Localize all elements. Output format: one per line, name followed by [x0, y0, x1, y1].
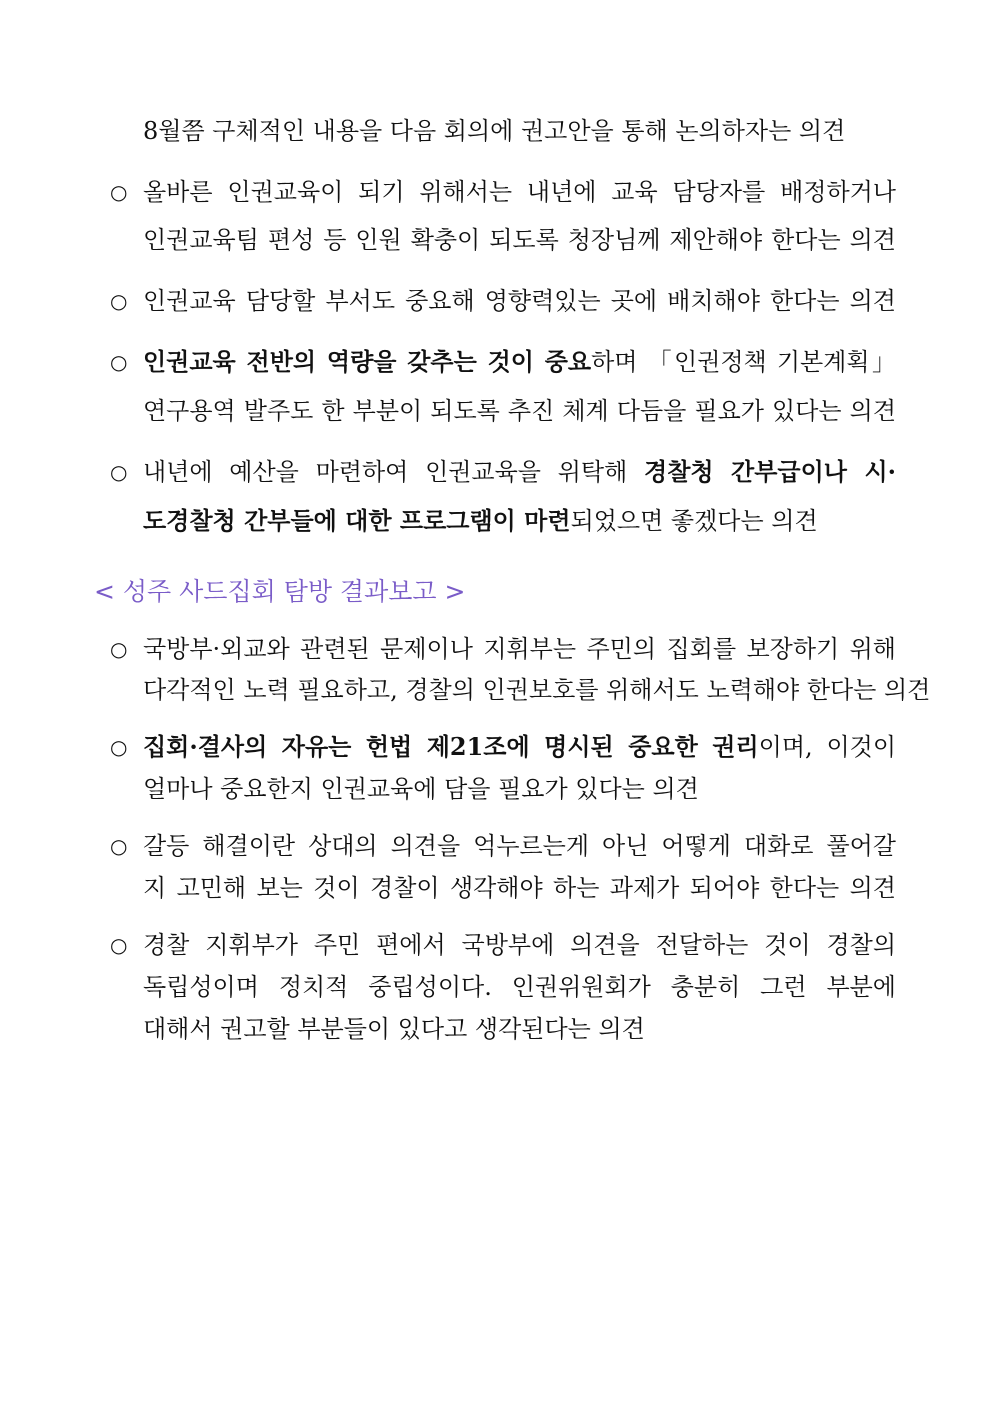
opinion-line: 연구용역 발주도 한 부분이 되도록 추진 체계 다듬을 필요가 있다는 의견 [143, 397, 896, 425]
opinion-line: 인권교육 담당할 부서도 중요해 영향력있는 곳에 배치해야 한다는 의견 [143, 287, 896, 315]
opinion-line: 국방부·외교와 관련된 문제이나 지휘부는 주민의 집회를 보장하기 위해 [143, 635, 896, 663]
emphasis-text: 집회·결사의 자유는 헌법 제21조에 명시된 중요한 권리 [143, 732, 759, 761]
opinion-line: 경찰 지휘부가 주민 편에서 국방부에 의견을 전달하는 것이 경찰의 [143, 931, 896, 959]
continuation-line: 8월쯤 구체적인 내용을 다음 회의에 권고안을 통해 논의하자는 의견 [143, 117, 846, 145]
opinion-line [143, 455, 896, 489]
opinion-line: 인권교육팀 편성 등 인원 확충이 되도록 청장님께 제안해야 한다는 의견 [143, 226, 896, 254]
normal-text: 내년에 예산을 마련하여 인권교육을 위탁해 [143, 458, 645, 486]
bullet-icon: ○ [110, 350, 128, 374]
opinion-line: 대해서 권고할 부분들이 있다고 생각된다는 의견 [143, 1015, 645, 1043]
bullet-icon: ○ [110, 933, 128, 957]
bullet-icon: ○ [110, 637, 128, 661]
opinion-line: 갈등 해결이란 상대의 의견을 억누르는게 아닌 어떻게 대화로 풀어갈 [143, 832, 896, 860]
normal-text: 이며, 이것이 [758, 733, 897, 761]
opinion-line: 독립성이며 정치적 중립성이다. 인권위원회가 충분히 그런 부분에 [143, 973, 896, 1001]
emphasis-text: 인권교육 전반의 역량을 갖추는 것이 중요 [143, 347, 592, 376]
opinion-line: 올바른 인권교육이 되기 위해서는 내년에 교육 담당자를 배정하거나 [143, 178, 896, 206]
bullet-icon: ○ [110, 180, 128, 204]
normal-text: 되었으면 좋겠다는 의견 [570, 507, 818, 535]
opinion-line [143, 345, 896, 379]
bullet-icon: ○ [110, 735, 128, 759]
opinion-line: 다각적인 노력 필요하고, 경찰의 인권보호를 위해서도 노력해야 한다는 의견 [143, 676, 931, 704]
bullet-icon: ○ [110, 289, 128, 313]
opinion-line: 지 고민해 보는 것이 경찰이 생각해야 하는 과제가 되어야 한다는 의견 [143, 874, 896, 902]
bullet-icon: ○ [110, 460, 128, 484]
section-heading: < 성주 사드집회 탐방 결과보고 > [94, 577, 466, 606]
emphasis-text: 도경찰청 간부들에 대한 프로그램이 마련 [143, 506, 571, 535]
opinion-line [143, 730, 896, 764]
emphasis-text: 경찰청 간부급이나 시· [644, 457, 896, 486]
opinion-line [143, 504, 818, 538]
normal-text: 하며 「인권정책 기본계획」 [591, 348, 896, 376]
opinion-line: 얼마나 중요한지 인권교육에 담을 필요가 있다는 의견 [143, 775, 699, 803]
bullet-icon: ○ [110, 834, 128, 858]
